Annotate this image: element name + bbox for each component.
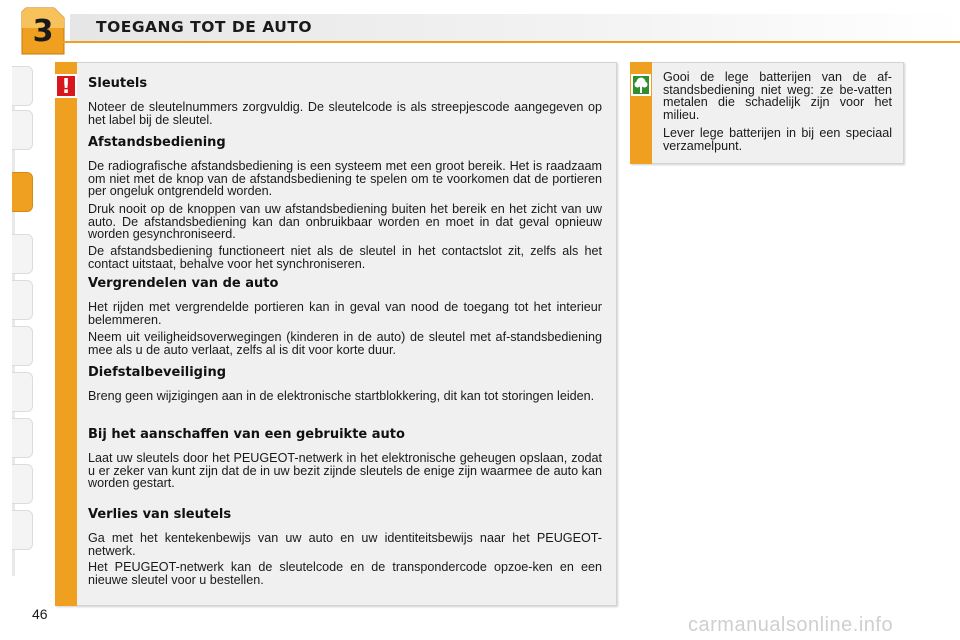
chapter-tab-active[interactable] bbox=[12, 172, 33, 212]
page-title: TOEGANG TOT DE AUTO bbox=[96, 18, 313, 36]
section-title-sleutels: Sleutels bbox=[88, 76, 148, 91]
section-title-vergrendelen: Vergrendelen van de auto bbox=[88, 276, 279, 291]
paragraph: Het rijden met vergrendelde portieren kan in geval van nood de toegang tot het interieur belemmeren. bbox=[88, 300, 602, 327]
chapter-tab[interactable] bbox=[12, 510, 33, 550]
paragraph: Noteer de sleutelnummers zorgvuldig. De sleutelcode is als streepjescode aangegeven op het label bij de sleutel. bbox=[88, 100, 602, 127]
paragraph: De radiografische afstandsbediening is een systeem met een groot bereik. Het is raadzaam om niet met de knop van de afstandsbediening te spelen om te voorkomen dat de portieren per ongeluk ontgrendeld worden. bbox=[88, 159, 602, 199]
chapter-tabs bbox=[12, 66, 34, 576]
header-divider bbox=[60, 41, 960, 43]
exclamation-icon: ! bbox=[55, 74, 77, 98]
paragraph: Het PEUGEOT-netwerk kan de sleutelcode en de transpondercode opzoe-ken en een nieuwe sleutel voor u bestellen. bbox=[88, 560, 602, 587]
paragraph: Neem uit veiligheidsoverwegingen (kinderen in de auto) de sleutel met af-standsbediening mee als u de auto verlaat, zelfs al is dit voor korte duur. bbox=[88, 330, 602, 357]
chapter-tab[interactable] bbox=[12, 326, 33, 366]
paragraph: Druk nooit op de knoppen van uw afstandsbediening buiten het bereik en het zicht van uw auto. De afstandsbediening kan dan onbruikbaar worden en moet in dat geval opnieuw worden gesynchroniseerd. bbox=[88, 202, 602, 242]
chapter-tab[interactable] bbox=[12, 234, 33, 274]
chapter-number: 3 bbox=[32, 13, 54, 49]
watermark: carmanualsonline.info bbox=[688, 614, 894, 636]
paragraph: Gooi de lege batterijen van de af-standsbediening niet weg: ze be-vatten metalen die schadelijk zijn voor het milieu. bbox=[663, 70, 892, 122]
section-title-afstandsbediening: Afstandsbediening bbox=[88, 135, 226, 150]
chapter-tab[interactable] bbox=[12, 418, 33, 458]
page-number: 46 bbox=[32, 606, 48, 622]
section-title-verlies: Verlies van sleutels bbox=[88, 507, 232, 522]
chapter-badge bbox=[20, 6, 66, 56]
paragraph: De afstandsbediening functioneert niet als de sleutel in het contactslot zit, zelfs als het contact uitstaat, behalve voor het synchroniseren. bbox=[88, 244, 602, 271]
paragraph: Breng geen wijzigingen aan in de elektronische startblokkering, dit kan tot storingen leiden. bbox=[88, 389, 595, 403]
section-title-gebruikte-auto: Bij het aanschaffen van een gebruikte auto bbox=[88, 427, 405, 442]
chapter-tab[interactable] bbox=[12, 110, 33, 150]
info-box-accent bbox=[55, 62, 77, 606]
chapter-tab[interactable] bbox=[12, 372, 33, 412]
paragraph: Laat uw sleutels door het PEUGEOT-netwerk in het elektronische geheugen opslaan, zodat u er zeker van kunt zijn dat de in uw bezit zijnde sleutels de enige zijn waarmee de auto kan worden gestart. bbox=[88, 451, 602, 491]
section-title-diefstalbeveiliging: Diefstalbeveiliging bbox=[88, 365, 227, 380]
chapter-tab[interactable] bbox=[12, 280, 33, 320]
paragraph: Ga met het kentekenbewijs van uw auto en uw identiteitsbewijs naar het PEUGEOT-netwerk. bbox=[88, 531, 602, 558]
chapter-tab[interactable] bbox=[12, 464, 33, 504]
paragraph: Lever lege batterijen in bij een speciaal verzamelpunt. bbox=[663, 126, 892, 153]
chapter-tab[interactable] bbox=[12, 66, 33, 106]
leaf-icon bbox=[631, 74, 651, 96]
